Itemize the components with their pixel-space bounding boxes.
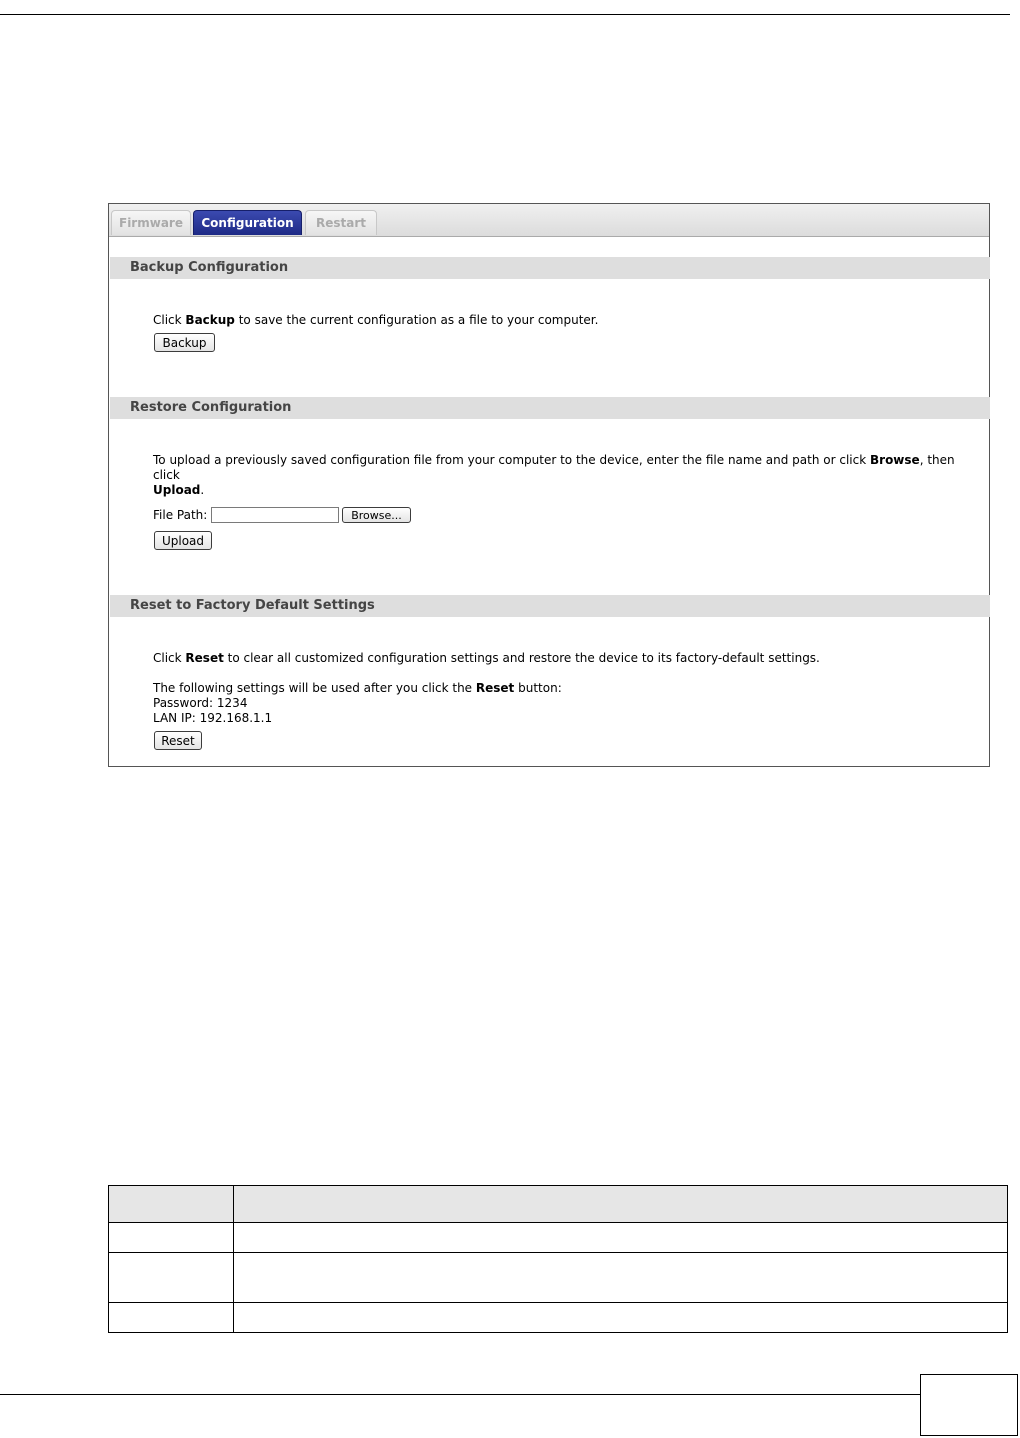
table-header-row	[109, 1186, 1008, 1223]
file-path-input[interactable]	[211, 507, 339, 523]
reset-section-title: Reset to Factory Default Settings	[110, 595, 990, 617]
backup-text-end: to save the current configuration as a file to your computer.	[234, 313, 599, 327]
table-cell	[109, 1223, 234, 1253]
restore-section-title: Restore Configuration	[110, 397, 990, 419]
reset-text-end: to clear all customized configuration settings and restore the device to its factory-default settings.	[223, 651, 820, 665]
table-header-cell	[234, 1186, 1008, 1223]
backup-section-title: Backup Configuration	[110, 257, 990, 279]
page-number-box	[920, 1374, 1018, 1436]
default-password: Password: 1234	[153, 696, 248, 710]
restore-text-upload: Upload	[153, 483, 201, 497]
reset-info	[153, 681, 562, 726]
reset-info-text: The following settings will be used after you click the	[153, 681, 476, 695]
table-cell	[234, 1223, 1008, 1253]
backup-description	[153, 313, 598, 328]
header-rule	[0, 14, 1010, 15]
table-cell	[234, 1303, 1008, 1333]
restore-text-end: .	[200, 483, 205, 497]
table-cell	[234, 1253, 1008, 1303]
tab-bar	[109, 204, 989, 237]
restore-description	[153, 453, 983, 498]
reset-text: Click	[153, 651, 186, 665]
configuration-screen	[108, 203, 990, 767]
tab-firmware[interactable]: Firmware	[111, 210, 191, 235]
backup-button[interactable]: Backup	[154, 333, 215, 352]
table-header-cell	[109, 1186, 234, 1223]
backup-text: Click	[153, 313, 186, 327]
table-row	[109, 1223, 1008, 1253]
reset-text-bold: Reset	[185, 651, 224, 665]
table-cell	[109, 1253, 234, 1303]
default-lan-ip: LAN IP: 192.168.1.1	[153, 711, 273, 725]
table-cell	[109, 1303, 234, 1333]
file-path-label: File Path:	[153, 508, 208, 522]
table-row	[109, 1303, 1008, 1333]
backup-text-bold: Backup	[185, 313, 235, 327]
browse-button[interactable]: Browse...	[342, 507, 411, 523]
footer-rule	[0, 1394, 920, 1395]
reset-info-end: button:	[514, 681, 562, 695]
description-table	[108, 1185, 1008, 1333]
restore-text: To upload a previously saved configuration file from your computer to the device, enter the file name and path or click	[153, 453, 870, 467]
tab-restart[interactable]: Restart	[305, 210, 377, 235]
reset-button[interactable]: Reset	[154, 731, 202, 750]
tab-configuration[interactable]: Configuration	[193, 210, 302, 235]
restore-text-mid: , then click	[153, 453, 955, 482]
table-row	[109, 1253, 1008, 1303]
restore-text-browse: Browse	[870, 453, 920, 467]
reset-info-bold: Reset	[475, 681, 515, 695]
reset-description	[153, 651, 820, 666]
upload-button[interactable]: Upload	[154, 531, 212, 550]
